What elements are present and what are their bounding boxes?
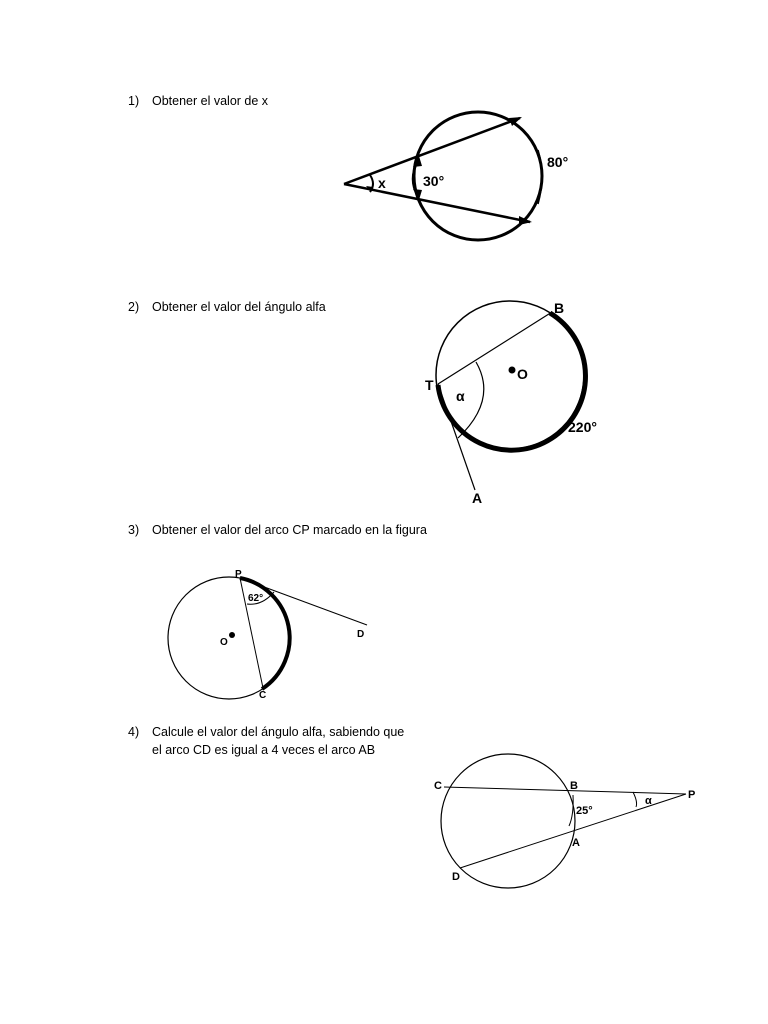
label-P: P bbox=[235, 569, 242, 580]
label-alpha: α bbox=[645, 795, 652, 807]
label-T: T bbox=[425, 377, 434, 393]
label-P: P bbox=[688, 789, 696, 801]
question-number: 2) bbox=[128, 300, 140, 314]
secant-PC bbox=[444, 787, 686, 794]
label-x: x bbox=[378, 175, 386, 191]
label-62: 62° bbox=[248, 593, 264, 604]
label-O: O bbox=[220, 637, 228, 648]
label-C: C bbox=[434, 780, 442, 792]
question-text: Obtener el valor de x bbox=[152, 94, 269, 108]
label-C: C bbox=[259, 690, 267, 701]
label-220: 220° bbox=[568, 419, 597, 435]
question-number: 1) bbox=[128, 94, 140, 108]
label-D: D bbox=[357, 629, 365, 640]
question-text: Calcule el valor del ángulo alfa, sabiendo que bbox=[152, 725, 405, 739]
label-80: 80° bbox=[547, 154, 569, 170]
label-25: 25° bbox=[576, 805, 593, 817]
label-B: B bbox=[570, 780, 578, 792]
label-O: O bbox=[517, 366, 528, 382]
question-number: 3) bbox=[128, 523, 140, 537]
question-text: Obtener el valor del arco CP marcado en la figura bbox=[152, 523, 427, 537]
label-A: A bbox=[472, 490, 483, 506]
question-text-line2: el arco CD es igual a 4 veces el arco AB bbox=[152, 743, 376, 757]
label-30: 30° bbox=[423, 173, 445, 189]
label-B: B bbox=[554, 300, 565, 316]
label-alpha: α bbox=[456, 388, 465, 404]
question-number: 4) bbox=[128, 725, 140, 739]
label-D: D bbox=[452, 871, 460, 883]
angle-arc-alpha bbox=[633, 792, 637, 807]
label-A: A bbox=[572, 837, 580, 849]
question-text: Obtener el valor del ángulo alfa bbox=[152, 300, 326, 314]
